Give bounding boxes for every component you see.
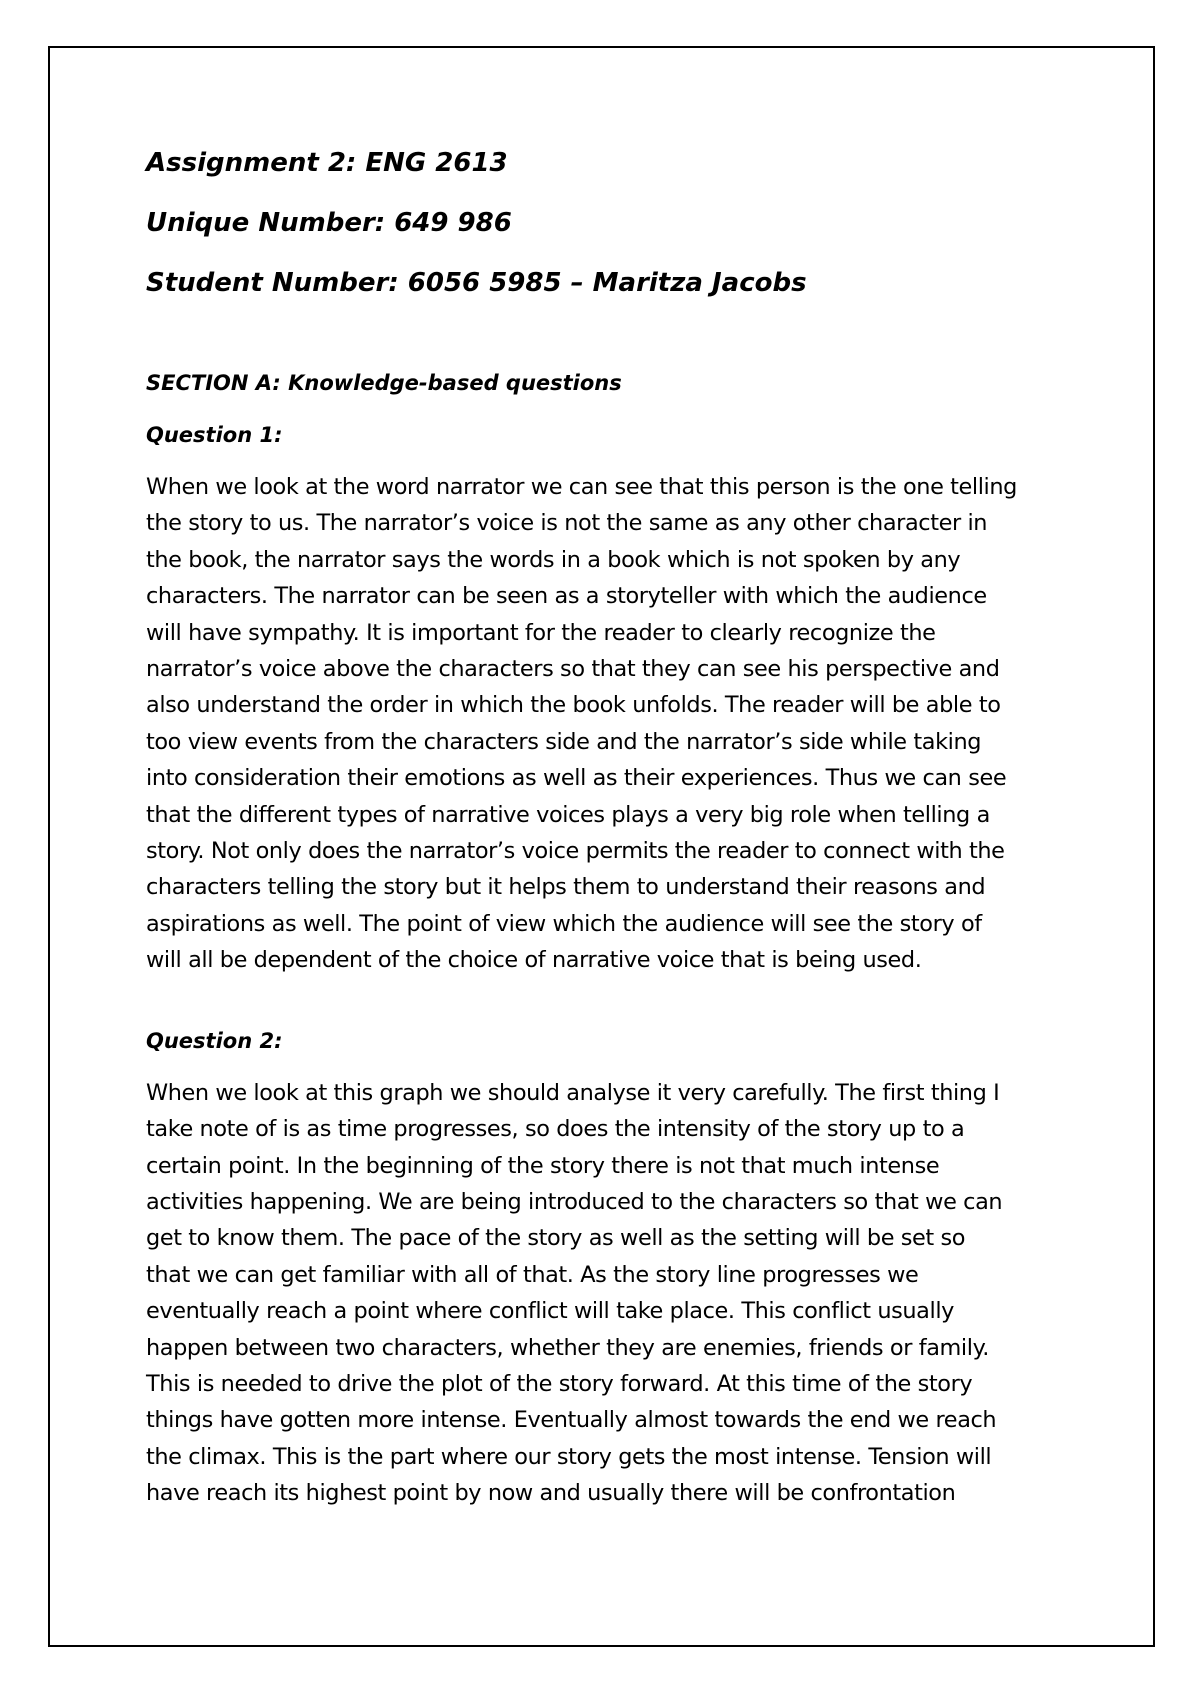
section-a-heading: SECTION A: Knowledge-based questions — [146, 371, 622, 395]
answer-line: that we can get familiar with all of that. As the story line progresses we — [146, 1261, 919, 1288]
question-1-answer — [146, 469, 1076, 979]
answer-line: When we look at this graph we should analyse it very carefully. The first thing I — [146, 1079, 1000, 1106]
unique-number: Unique Number: 649 986 — [146, 208, 512, 238]
answer-line: eventually reach a point where conflict will take place. This conflict usually — [146, 1298, 954, 1325]
answer-line: activities happening. We are being introduced to the characters so that we can — [146, 1188, 1003, 1215]
answer-line: characters. The narrator can be seen as a storyteller with which the audience — [146, 583, 987, 610]
answer-line: things have gotten more intense. Eventually almost towards the end we reach — [146, 1407, 997, 1434]
answer-line: This is needed to drive the plot of the story forward. At this time of the story — [146, 1370, 973, 1397]
answer-line: that the different types of narrative voices plays a very big role when telling a — [146, 801, 990, 828]
answer-line: certain point. In the beginning of the story there is not that much intense — [146, 1152, 940, 1179]
answer-line: the book, the narrator says the words in a book which is not spoken by any — [146, 546, 961, 573]
question-1-heading: Question 1: — [146, 423, 283, 447]
answer-line: characters telling the story but it helps them to understand their reasons and — [146, 874, 986, 901]
document-content — [146, 143, 1076, 1512]
answer-line: happen between two characters, whether they are enemies, friends or family. — [146, 1334, 989, 1361]
answer-line: When we look at the word narrator we can see that this person is the one telling — [146, 474, 1017, 500]
question-2-answer — [146, 1075, 1076, 1512]
answer-line: narrator’s voice above the characters so that they can see his perspective and — [146, 656, 1000, 683]
spacer — [146, 979, 1076, 1025]
assignment-title: Assignment 2: ENG 2613 — [146, 148, 508, 178]
answer-line: too view events from the characters side and the narrator’s side while taking — [146, 728, 982, 755]
answer-line: get to know them. The pace of the story as well as the setting will be set so — [146, 1225, 966, 1252]
answer-line: will all be dependent of the choice of narrative voice that is being used. — [146, 947, 922, 974]
spacer — [146, 323, 1076, 367]
answer-line: take note of is as time progresses, so does the intensity of the story up to a — [146, 1116, 965, 1143]
question-2-heading: Question 2: — [146, 1028, 283, 1053]
answer-line: the climax. This is the part where our story gets the most intense. Tension will — [146, 1443, 992, 1470]
answer-line: will have sympathy. It is important for the reader to clearly recognize the — [146, 619, 936, 646]
answer-line: the story to us. The narrator’s voice is not the same as any other character in — [146, 510, 988, 537]
answer-line: aspirations as well. The point of view which the audience will see the story of — [146, 910, 982, 937]
answer-line: also understand the order in which the book unfolds. The reader will be able to — [146, 692, 1001, 719]
answer-line: have reach its highest point by now and usually there will be confrontation — [146, 1480, 956, 1507]
student-number: Student Number: 6056 5985 – Maritza Jacobs — [146, 268, 807, 298]
answer-line: into consideration their emotions as well as their experiences. Thus we can see — [146, 765, 1007, 792]
answer-line: story. Not only does the narrator’s voice permits the reader to connect with the — [146, 838, 1005, 865]
